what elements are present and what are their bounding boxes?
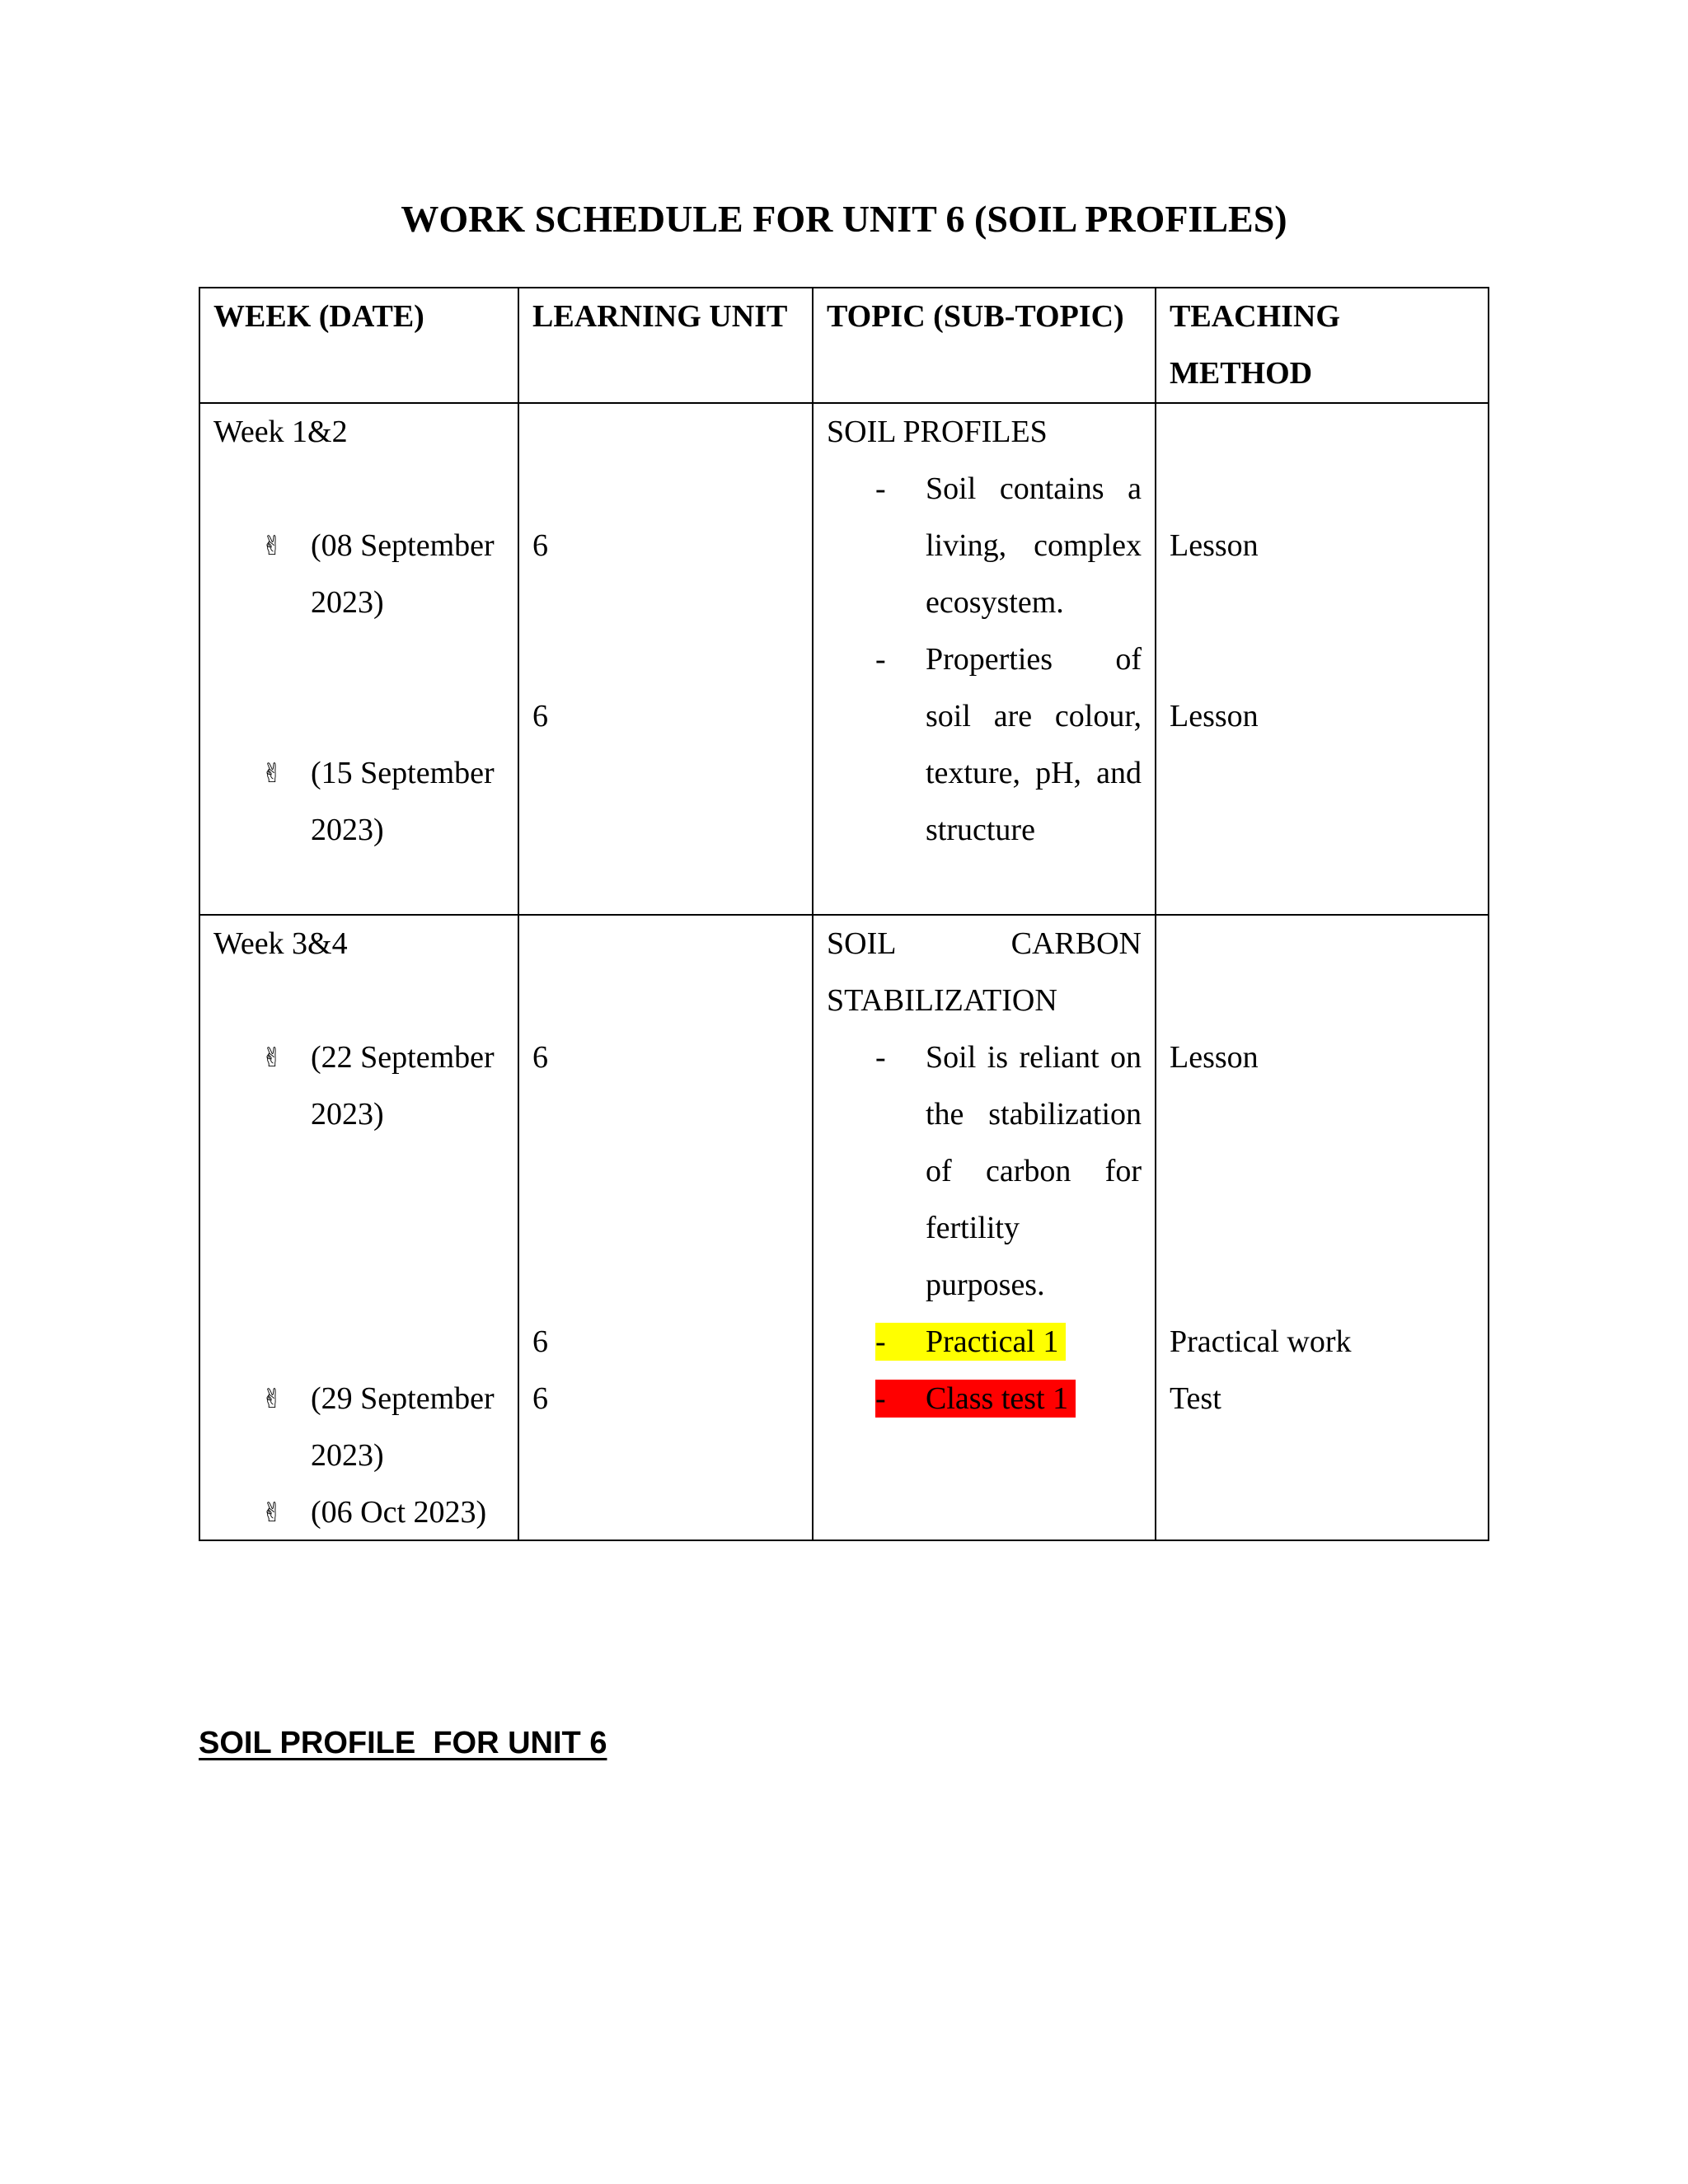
unit-value: 6 — [532, 1324, 548, 1359]
subtopic-line: Soil contains a — [926, 471, 1142, 506]
unit-value: 6 — [532, 528, 548, 563]
date-text: (08 September — [311, 528, 495, 563]
unit-value: 6 — [532, 1381, 548, 1416]
header-topic: TOPIC (SUB-TOPIC) — [813, 288, 1156, 403]
learning-unit-cell — [518, 915, 813, 1540]
teaching-method-cell — [1156, 403, 1489, 915]
class-test-item: Class test 1 — [926, 1381, 1069, 1416]
method-value: Practical work — [1170, 1324, 1352, 1359]
practical-item: Practical 1 — [926, 1324, 1059, 1359]
subtopic-line: soil are colour, — [926, 699, 1142, 733]
table-header-row — [199, 288, 1489, 403]
subtopic-line: fertility — [926, 1211, 1020, 1245]
learning-unit-cell — [518, 403, 813, 915]
date-text: (22 September — [311, 1040, 495, 1075]
list-dash: - — [875, 642, 886, 677]
unit-value: 6 — [532, 699, 548, 733]
table-row — [199, 915, 1489, 1540]
topic-title: SOIL CARBON — [827, 926, 1142, 961]
date-text: (06 Oct 2023) — [311, 1495, 487, 1530]
table-row — [199, 403, 1489, 915]
date-text: 2023) — [311, 1097, 384, 1132]
subtopic-line: ecosystem. — [926, 585, 1064, 620]
method-value: Lesson — [1170, 699, 1259, 733]
unit-value: 6 — [532, 1040, 548, 1075]
subtopic-line: purposes. — [926, 1268, 1045, 1302]
week-cell — [199, 403, 518, 915]
week-label: Week 3&4 — [213, 926, 348, 961]
header-week-date: WEEK (DATE) — [199, 288, 518, 403]
subtopic-line: structure — [926, 813, 1035, 847]
section-heading: SOIL PROFILE FOR UNIT 6 — [199, 1726, 607, 1760]
method-value: Lesson — [1170, 528, 1259, 563]
victory-hand-icon: ✌ — [260, 1042, 284, 1073]
list-dash: - — [875, 471, 886, 506]
method-value: Test — [1170, 1381, 1221, 1416]
date-text: (15 September — [311, 756, 495, 790]
topic-title: STABILIZATION — [827, 983, 1057, 1018]
subtopic-line: of carbon for — [926, 1154, 1142, 1188]
document-title: WORK SCHEDULE FOR UNIT 6 (SOIL PROFILES) — [401, 198, 1287, 240]
week-cell — [199, 915, 518, 1540]
date-text: 2023) — [311, 1438, 384, 1473]
subtopic-line: living, complex — [926, 528, 1142, 563]
subtopic-line: texture, pH, and — [926, 756, 1142, 790]
method-value: Lesson — [1170, 1040, 1259, 1075]
list-dash: - — [875, 1040, 886, 1075]
work-schedule-table — [199, 287, 1489, 1541]
topic-cell — [813, 403, 1156, 915]
topic-title: SOIL PROFILES — [827, 415, 1048, 449]
subtopic-line: Soil is reliant on — [926, 1040, 1142, 1075]
victory-hand-icon: ✌ — [260, 1497, 284, 1528]
week-label: Week 1&2 — [213, 415, 348, 449]
header-teaching-method: TEACHING METHOD — [1156, 288, 1489, 403]
header-learning-unit: LEARNING UNIT — [518, 288, 813, 403]
teaching-method-cell — [1156, 915, 1489, 1540]
date-text: 2023) — [311, 585, 384, 620]
list-dash: - — [875, 1381, 886, 1416]
subtopic-line: the stabilization — [926, 1097, 1142, 1132]
victory-hand-icon: ✌ — [260, 1383, 284, 1414]
subtopic-line: Properties of — [926, 642, 1142, 677]
victory-hand-icon: ✌ — [260, 757, 284, 789]
list-dash: - — [875, 1324, 886, 1359]
topic-cell — [813, 915, 1156, 1540]
date-text: (29 September — [311, 1381, 495, 1416]
victory-hand-icon: ✌ — [260, 530, 284, 561]
date-text: 2023) — [311, 813, 384, 847]
